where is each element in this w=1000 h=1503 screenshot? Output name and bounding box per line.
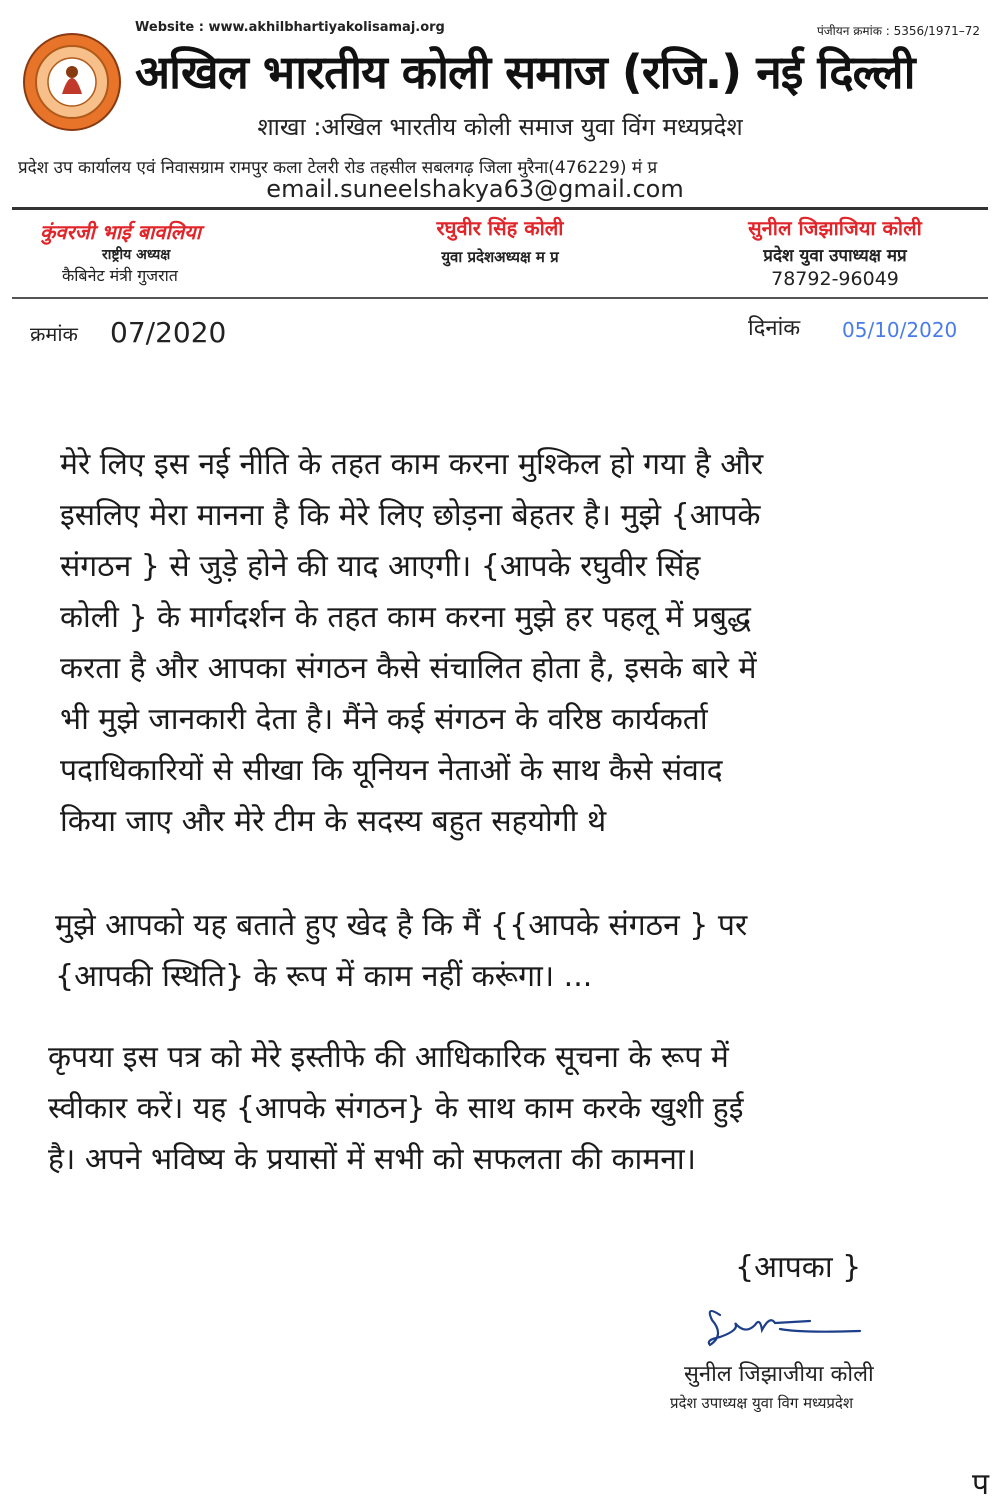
- signatory-name: सुनील जिझाजीया कोली: [684, 1362, 874, 1387]
- page-fragment-text: प: [972, 1467, 990, 1502]
- reference-number: 07/2020: [110, 316, 227, 349]
- official-left: [40, 218, 201, 286]
- official-right-name: सुनील जिझाजिया कोली: [748, 216, 922, 240]
- email-address: email.suneelshakya63@gmail.com: [266, 175, 684, 203]
- handwritten-signature: [700, 1295, 870, 1355]
- official-left-name: कुंवरजी भाई बावलिया: [40, 220, 201, 244]
- closing-line: {आपका }: [735, 1250, 862, 1285]
- officials-divider: [12, 297, 988, 299]
- org-title: अखिल भारतीय कोली समाज (रजि.) नई दिल्ली: [135, 45, 915, 99]
- date-label: दिनांक: [748, 316, 801, 341]
- official-center-role: युवा प्रदेशअध्यक्ष म प्र: [441, 248, 559, 266]
- body-line: इसलिए मेरा मानना है कि मेरे लिए छोड़ना बेहतर है। मुझे {आपके: [60, 498, 761, 533]
- body-line: स्वीकार करें। यह {आपके संगठन} के साथ काम करके खुशी हुई: [48, 1091, 744, 1126]
- official-right-phone: 78792-96049: [771, 268, 899, 290]
- body-line: संगठन } से जुड़े होने की याद आएगी। {आपके रघुवीर सिंह: [60, 549, 701, 584]
- date-value: 05/10/2020: [842, 318, 958, 342]
- signatory-title: प्रदेश उपाध्यक्ष युवा विग मध्यप्रदेश: [670, 1394, 854, 1412]
- official-right-role: प्रदेश युवा उपाध्यक्ष मप्र: [763, 246, 907, 266]
- official-left-role: राष्ट्रीय अध्यक्ष: [102, 247, 171, 263]
- body-line: मेरे लिए इस नई नीति के तहत काम करना मुश्किल हो गया है और: [60, 447, 764, 482]
- body-line: भी मुझे जानकारी देता है। मैंने कई संगठन के वरिष्ठ कार्यकर्ता: [60, 702, 708, 737]
- official-left-sub: कैबिनेट मंत्री गुजरात: [62, 266, 178, 285]
- body-paragraph-2: [55, 900, 747, 1002]
- body-line: कृपया इस पत्र को मेरे इस्तीफे की आधिकारिक सूचना के रूप में: [48, 1040, 729, 1075]
- header-divider: [12, 207, 988, 210]
- website-url: Website : www.akhilbhartiyakolisamaj.org: [135, 20, 445, 35]
- body-line: मुझे आपको यह बताते हुए खेद है कि मैं {{आपके संगठन } पर: [55, 908, 748, 943]
- registration-number: पंजीयन क्रमांक : 5356/1971–72: [816, 24, 980, 38]
- office-address: प्रदेश उप कार्यालय एवं निवासग्राम रामपुर कला टेलरी रोड तहसील सबलगढ़ जिला मुरैना(476229) मं प्र: [18, 158, 658, 178]
- body-paragraph-3: [48, 1032, 743, 1185]
- body-paragraph-1: [60, 439, 763, 847]
- body-line: पदाधिकारियों से सीखा कि यूनियन नेताओं के साथ कैसे संवाद: [60, 753, 723, 788]
- body-line: {आपकी स्थिति} के रूप में काम नहीं करूंगा। ...: [55, 959, 593, 994]
- official-right: [695, 214, 975, 290]
- body-line: करता है और आपका संगठन कैसे संचालित होता है, इसके बारे में: [60, 651, 757, 686]
- reference-label: क्रमांक: [30, 322, 78, 346]
- branch-line: शाखा :अखिल भारतीय कोली समाज युवा विंग मध्यप्रदेश: [257, 113, 743, 141]
- body-line: कोली } के मार्गदर्शन के तहत काम करना मुझे हर पहलू में प्रबुद्ध: [60, 600, 751, 635]
- body-line: है। अपने भविष्य के प्रयासों में सभी को सफलता की कामना।: [48, 1142, 697, 1177]
- official-center: [395, 214, 605, 267]
- body-line: किया जाए और मेरे टीम के सदस्य बहुत सहयोगी थे: [60, 804, 607, 839]
- official-center-name: रघुवीर सिंह कोली: [436, 216, 564, 240]
